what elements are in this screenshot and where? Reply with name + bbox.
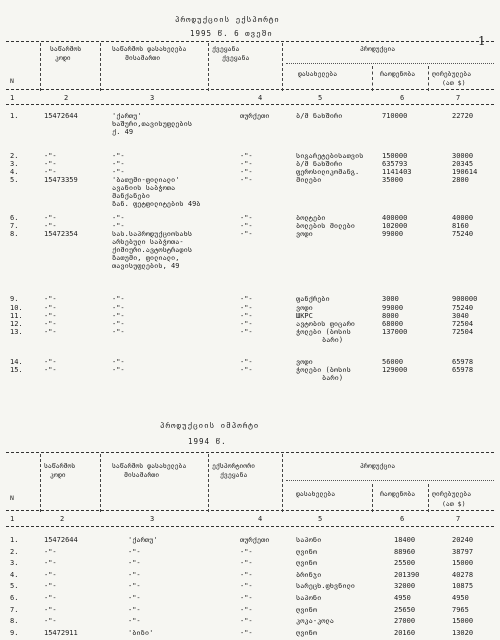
row-number: 4. <box>10 168 19 176</box>
row-number: 10. <box>10 304 23 312</box>
enterprise-code: 15473359 <box>44 176 78 184</box>
product-name: სარეცხ.ფხვნილი <box>296 582 356 591</box>
product-name: ბ/მ ნახშირი <box>296 112 343 120</box>
header-name-sub: მისამართი <box>125 54 161 62</box>
enterprise-code: 15472644 <box>44 536 78 544</box>
header-value-unit: (ათ $) <box>442 79 466 87</box>
row-number: 7. <box>10 222 19 230</box>
table-rule <box>6 104 494 105</box>
enterprise-name-line: -"- <box>112 304 125 312</box>
row-number: 12. <box>10 320 23 328</box>
header-code: საწარმოს <box>50 45 82 53</box>
column-divider <box>372 66 373 91</box>
value: 7965 <box>452 605 469 614</box>
country: -"- <box>240 230 253 238</box>
enterprise-name: -"- <box>128 605 141 614</box>
value: 40278 <box>452 570 474 579</box>
country: -"- <box>240 570 253 579</box>
quantity: 710000 <box>382 112 408 120</box>
quantity: 1141403 <box>382 168 412 176</box>
export-title: პროდუქციის ექსპორტი <box>175 15 280 24</box>
quantity: 4950 <box>394 594 411 602</box>
row-number: 2. <box>10 547 19 556</box>
column-divider <box>372 484 373 512</box>
quantity: 32000 <box>394 582 416 591</box>
header-value-unit: (ათ $) <box>442 500 466 508</box>
header-country-sub: ქვეყანა <box>222 54 250 62</box>
header-n: N <box>10 77 14 85</box>
enterprise-name-line: -"- <box>112 320 125 328</box>
quantity: 99000 <box>382 230 404 238</box>
enterprise-code: -"- <box>44 222 57 230</box>
column-number: 3 <box>150 515 155 523</box>
table-rule <box>6 89 494 90</box>
column-number: 7 <box>456 515 461 523</box>
enterprise-code: -"- <box>44 214 57 222</box>
enterprise-name: -"- <box>128 570 141 579</box>
quantity: 35000 <box>382 176 404 184</box>
row-number: 2. <box>10 152 19 160</box>
value: 72504 <box>452 328 474 336</box>
product-name: მილები <box>296 176 322 184</box>
value: 20240 <box>452 536 474 544</box>
header-products: პროდუქცია <box>360 45 396 53</box>
country: -"- <box>240 366 253 374</box>
row-number: 6. <box>10 594 19 602</box>
header-code-sub: კოდი <box>50 471 66 479</box>
header-prod-name: დასახელება <box>298 70 338 78</box>
enterprise-name-line: -"- <box>112 168 125 176</box>
value: 900000 <box>452 295 478 303</box>
value: 65978 <box>452 358 474 366</box>
row-number: 5. <box>10 582 19 591</box>
column-number: 7 <box>456 94 461 102</box>
quantity: 137000 <box>382 328 408 336</box>
product-name: ავტობის ფიცარი <box>296 320 356 328</box>
product-name: ჭოლები (ბოსის <box>296 366 351 374</box>
country: -"- <box>240 222 253 230</box>
enterprise-name: -"- <box>128 617 141 626</box>
enterprise-code: -"- <box>44 617 57 626</box>
value: 30000 <box>452 152 474 160</box>
country: -"- <box>240 617 253 626</box>
row-number: 1. <box>10 112 19 120</box>
product-name: საპონი <box>296 536 322 544</box>
enterprise-name-line: -"- <box>112 295 125 303</box>
row-number: 14. <box>10 358 23 366</box>
row-number: 9. <box>10 628 19 637</box>
enterprise-name-line: -"- <box>112 214 125 222</box>
column-divider <box>100 454 101 512</box>
header-value: ღირებულება <box>432 70 472 78</box>
row-number: 8. <box>10 617 19 626</box>
product-name: ბრინჯი <box>296 570 322 579</box>
enterprise-name: 'ბიზი' <box>128 628 154 637</box>
quantity: 25500 <box>394 559 416 568</box>
quantity: 25650 <box>394 605 416 614</box>
value: 190614 <box>452 168 478 176</box>
row-number: 5. <box>10 176 19 184</box>
value: 22720 <box>452 112 474 120</box>
enterprise-name-line: -"- <box>112 152 125 160</box>
header-prod-name: დასახელება <box>296 490 336 498</box>
import-subtitle: 1994 წ. <box>188 437 227 446</box>
value: 8160 <box>452 222 469 230</box>
enterprise-code: -"- <box>44 168 57 176</box>
product-name: ბოლების მილები <box>296 222 356 230</box>
product-name: ღვინო <box>296 547 318 556</box>
enterprise-name-line: 'ბათუმი-ფილიალი' <box>112 176 180 184</box>
column-divider <box>428 484 429 512</box>
row-number: 13. <box>10 328 23 336</box>
enterprise-code: -"- <box>44 582 57 591</box>
value: 75240 <box>452 304 474 312</box>
header-rule <box>286 63 494 64</box>
column-divider <box>40 454 41 512</box>
quantity: 99000 <box>382 304 404 312</box>
quantity: 400000 <box>382 214 408 222</box>
column-divider <box>208 454 209 512</box>
column-number: 1 <box>10 515 15 523</box>
value: 3040 <box>452 312 469 320</box>
header-country: ექსპორტიორი <box>212 462 256 470</box>
enterprise-code: -"- <box>44 160 57 168</box>
column-divider <box>282 43 283 91</box>
enterprise-name-line: ქიმიური.ავტოსტრადის <box>112 246 193 254</box>
header-products: პროდუქცია <box>360 462 396 470</box>
country: -"- <box>240 628 253 637</box>
product-name: ბ/მ ნახშირი <box>296 160 343 168</box>
row-number: 8. <box>10 230 19 238</box>
enterprise-code: -"- <box>44 312 57 320</box>
enterprise-code: -"- <box>44 570 57 579</box>
enterprise-name-line: -"- <box>112 312 125 320</box>
country: -"- <box>240 312 253 320</box>
product-name: ჭოლები (ბოსის <box>296 328 351 336</box>
product-name: სიგარეტებისათვის <box>296 152 364 160</box>
country: -"- <box>240 160 253 168</box>
product-name-continued: ბარი) <box>322 374 344 382</box>
enterprise-code: -"- <box>44 547 57 556</box>
enterprise-name-line: ქ. 49 <box>112 128 134 136</box>
quantity: 68000 <box>382 320 404 328</box>
country: -"- <box>240 152 253 160</box>
enterprise-name-line: -"- <box>112 366 125 374</box>
table-rule <box>6 452 494 453</box>
country: -"- <box>240 358 253 366</box>
row-number: 1. <box>10 536 19 544</box>
enterprise-name-line: -"- <box>112 222 125 230</box>
header-name-sub: მისამართი <box>124 471 160 479</box>
value: 72504 <box>452 320 474 328</box>
enterprise-name-line: -"- <box>112 328 125 336</box>
value: 75240 <box>452 230 474 238</box>
row-number: 4. <box>10 570 19 579</box>
enterprise-name-line: -"- <box>112 160 125 168</box>
column-number: 3 <box>150 94 155 102</box>
product-name: ШКРС <box>296 312 313 320</box>
product-name: ღვინო <box>296 559 318 568</box>
enterprise-code: -"- <box>44 328 57 336</box>
value: 2800 <box>452 176 469 184</box>
enterprise-name-line: ხაშური,თავისუფლების <box>112 120 193 128</box>
column-number: 4 <box>258 515 263 523</box>
enterprise-code: -"- <box>44 559 57 568</box>
enterprise-code: -"- <box>44 594 57 602</box>
enterprise-code: -"- <box>44 152 57 160</box>
header-value: ღირებულება <box>432 490 472 498</box>
enterprise-code: -"- <box>44 320 57 328</box>
column-number: 2 <box>60 515 65 523</box>
quantity: 150000 <box>382 152 408 160</box>
column-number: 1 <box>10 94 15 102</box>
enterprise-name: -"- <box>128 547 141 556</box>
product-name: ღვინო <box>296 605 318 614</box>
value: 13020 <box>452 628 474 637</box>
row-number: 9. <box>10 295 19 303</box>
country: -"- <box>240 559 253 568</box>
country: -"- <box>240 304 253 312</box>
enterprise-name-line: თავისუფლების, 49 <box>112 262 180 270</box>
column-number: 4 <box>258 94 263 102</box>
value: 15000 <box>452 559 474 568</box>
country: -"- <box>240 582 253 591</box>
enterprise-name: -"- <box>128 582 141 591</box>
row-number: 6. <box>10 214 19 222</box>
enterprise-name-line: სას.საპროდუქციოსახს <box>112 230 193 238</box>
quantity: 129000 <box>382 366 408 374</box>
header-country: ქვეყანა <box>212 45 240 53</box>
column-divider <box>100 43 101 91</box>
column-divider <box>208 43 209 91</box>
enterprise-code: -"- <box>44 366 57 374</box>
enterprise-name-line: ავანიის საბჭოთა <box>112 184 176 192</box>
country: -"- <box>240 176 253 184</box>
enterprise-code: -"- <box>44 295 57 303</box>
country: -"- <box>240 168 253 176</box>
country: თურქეთი <box>240 536 270 544</box>
country: -"- <box>240 594 253 602</box>
enterprise-name: 'ქართუ' <box>128 536 158 544</box>
column-number: 5 <box>318 515 323 523</box>
header-qty: რაოდენობა <box>380 70 416 78</box>
row-number: 7. <box>10 605 19 614</box>
country: -"- <box>240 605 253 614</box>
header-code-sub: კოდი <box>55 54 71 62</box>
export-subtitle: 1995 წ. 6 თვეში <box>190 29 273 38</box>
quantity: 88960 <box>394 547 416 556</box>
product-name: საპონი <box>296 594 322 602</box>
quantity: 56000 <box>382 358 404 366</box>
header-name: საწარმოს დასახელება <box>112 45 187 53</box>
header-rule <box>286 480 494 481</box>
import-title: პროდუქციის იმპორტი <box>160 421 260 430</box>
page-number: 1 <box>478 34 486 48</box>
table-rule <box>6 41 494 42</box>
enterprise-name: -"- <box>128 594 141 602</box>
column-number: 6 <box>400 94 405 102</box>
quantity: 27000 <box>394 617 416 626</box>
country: -"- <box>240 295 253 303</box>
value: 20345 <box>452 160 474 168</box>
value: 38797 <box>452 547 474 556</box>
quantity: 8000 <box>382 312 399 320</box>
product-name: ვოდი <box>296 230 313 238</box>
quantity: 102000 <box>382 222 408 230</box>
product-name: ფეროსილიკომანგ. <box>296 168 360 176</box>
enterprise-name-line: 'ქართუ' <box>112 112 142 120</box>
quantity: 20160 <box>394 628 416 637</box>
row-number: 15. <box>10 366 23 374</box>
enterprise-name-line: არსებული საბჭოთა- <box>112 238 184 246</box>
enterprise-code: 15472644 <box>44 112 78 120</box>
column-number: 6 <box>400 515 405 523</box>
table-rule <box>6 510 494 511</box>
country: -"- <box>240 214 253 222</box>
enterprise-name-line: მანქანები <box>112 192 150 200</box>
header-n: N <box>10 494 14 502</box>
enterprise-code: -"- <box>44 605 57 614</box>
table-rule <box>6 526 494 527</box>
value: 10875 <box>452 582 474 591</box>
column-divider <box>40 43 41 91</box>
country: -"- <box>240 547 253 556</box>
value: 40000 <box>452 214 474 222</box>
column-divider <box>282 454 283 512</box>
column-number: 2 <box>64 94 69 102</box>
product-name-continued: ბარი) <box>322 336 344 344</box>
value: 15000 <box>452 617 474 626</box>
row-number: 11. <box>10 312 23 320</box>
quantity: 18400 <box>394 536 416 544</box>
quantity: 635793 <box>382 160 408 168</box>
product-name: ვოდი <box>296 304 313 312</box>
enterprise-code: 15472354 <box>44 230 78 238</box>
product-name: ვოდი <box>296 358 313 366</box>
enterprise-name-line: -"- <box>112 358 125 366</box>
country: თურქეთი <box>240 112 270 120</box>
country: -"- <box>240 320 253 328</box>
quantity: 201390 <box>394 570 420 579</box>
enterprise-code: -"- <box>44 358 57 366</box>
product-name: ფანქრები <box>296 295 330 303</box>
header-code: საწარმოს <box>44 462 76 470</box>
column-number: 5 <box>318 94 323 102</box>
enterprise-name-line: ზათუმი, ფილიალი, <box>112 254 180 262</box>
product-name: კოკა-კოლა <box>296 617 334 626</box>
enterprise-code: 15472911 <box>44 628 78 637</box>
header-country-sub: ქვეყანა <box>220 471 248 479</box>
country: -"- <box>240 328 253 336</box>
header-name: საწარმოს დასახელება <box>112 462 187 470</box>
product-name: ბოლტები <box>296 214 326 222</box>
product-name: ღვინო <box>296 628 318 637</box>
row-number: 3. <box>10 559 19 568</box>
header-qty: რაოდენობა <box>380 490 416 498</box>
enterprise-name-line: ზან. ფეტფილიტების 49ბ <box>112 200 201 208</box>
enterprise-code: -"- <box>44 304 57 312</box>
value: 4950 <box>452 594 469 602</box>
quantity: 3000 <box>382 295 399 303</box>
row-number: 3. <box>10 160 19 168</box>
column-divider <box>428 66 429 91</box>
value: 65978 <box>452 366 474 374</box>
enterprise-name: -"- <box>128 559 141 568</box>
